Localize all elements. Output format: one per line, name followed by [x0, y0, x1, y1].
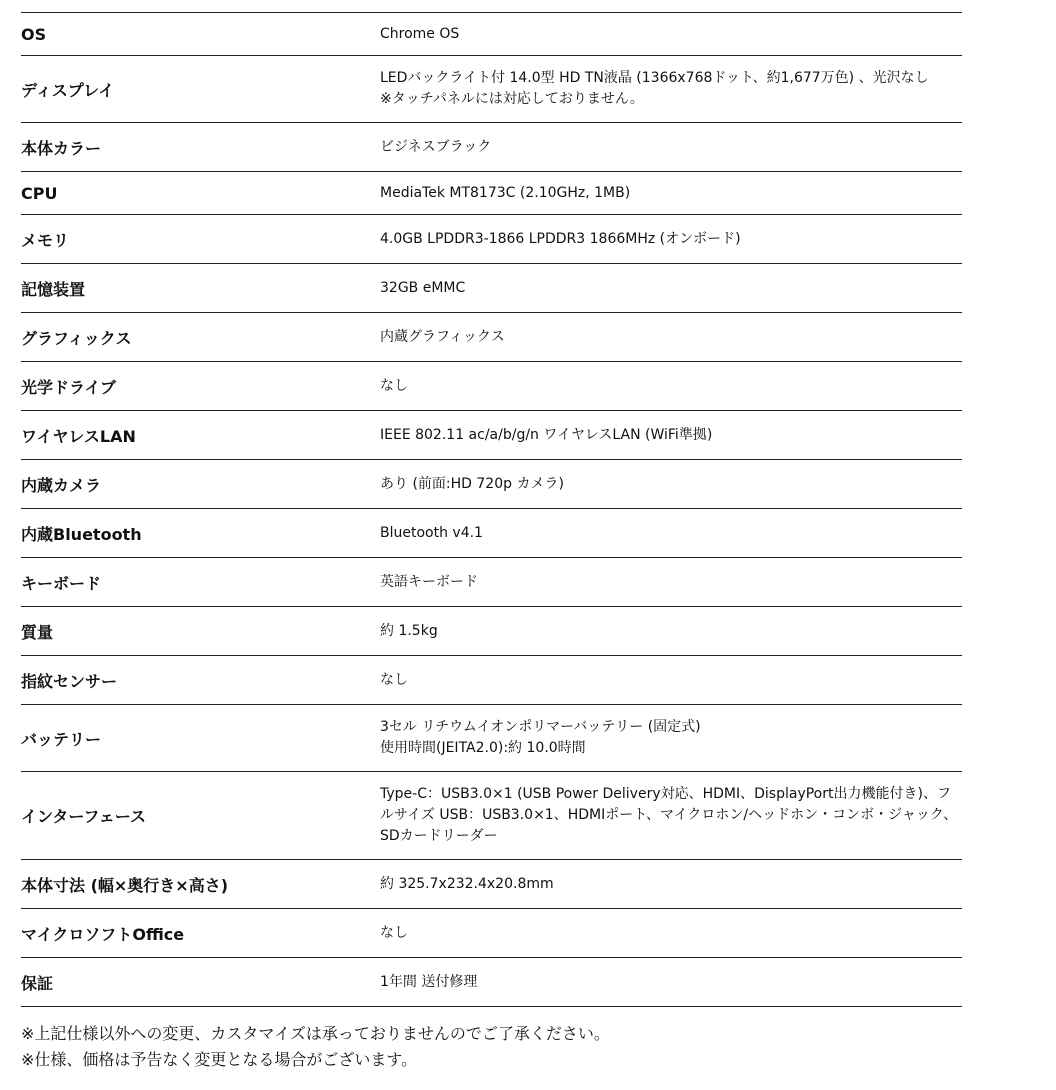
- spec-value: [379, 460, 962, 509]
- spec-label: OS: [21, 13, 379, 56]
- spec-row: [21, 656, 962, 705]
- spec-value-line: MediaTek MT8173C (2.10GHz, 1MB): [380, 184, 631, 201]
- spec-label: マイクロソフトOffice: [21, 909, 379, 958]
- spec-value-line: なし: [380, 377, 408, 394]
- spec-row: [21, 13, 962, 56]
- spec-row: [21, 607, 962, 656]
- spec-value-line: なし: [380, 671, 408, 688]
- spec-value-line: IEEE 802.11 ac/a/b/g/n ワイヤレスLAN (WiFi準拠): [380, 426, 713, 443]
- spec-value: [379, 705, 962, 772]
- spec-label: 指紋センサー: [21, 656, 379, 705]
- spec-row: [21, 56, 962, 123]
- spec-table: [21, 12, 962, 1007]
- spec-row: [21, 860, 962, 909]
- spec-value-line: 内蔵グラフィックス: [380, 328, 505, 345]
- spec-value: [379, 607, 962, 656]
- spec-value: [379, 215, 962, 264]
- spec-label: CPU: [21, 172, 379, 215]
- spec-label: 本体カラー: [21, 123, 379, 172]
- spec-value-line: なし: [380, 924, 408, 941]
- spec-row: [21, 264, 962, 313]
- spec-value-line: ビジネスブラック: [380, 138, 492, 155]
- spec-label: メモリ: [21, 215, 379, 264]
- spec-row: [21, 215, 962, 264]
- spec-value: [379, 558, 962, 607]
- spec-row: [21, 362, 962, 411]
- spec-value-line: 3セル リチウムイオンポリマーバッテリー (固定式): [380, 719, 701, 735]
- spec-value: [379, 860, 962, 909]
- spec-value: [379, 264, 962, 313]
- spec-row: [21, 313, 962, 362]
- spec-value-line: 英語キーボード: [380, 573, 478, 590]
- spec-value: [379, 123, 962, 172]
- spec-row: [21, 958, 962, 1007]
- spec-value-line: 1年間 送付修理: [380, 973, 478, 990]
- spec-row: [21, 558, 962, 607]
- spec-value: [379, 772, 962, 860]
- spec-label: 保証: [21, 958, 379, 1007]
- spec-value-line: Type-C：USB3.0×1 (USB Power Delivery対応、HDMI、DisplayPort出力機能付き)、フルサイズ USB：USB3.0×1、HDMIポート、マイクロホン/ヘッドホン・コンボ・ジャック、SDカードリーダー: [380, 786, 958, 844]
- spec-row: [21, 123, 962, 172]
- spec-row: [21, 772, 962, 860]
- spec-value: [379, 172, 962, 215]
- spec-value-line: 約 1.5kg: [380, 622, 438, 639]
- spec-row: [21, 172, 962, 215]
- spec-value-line: 使用時間(JEITA2.0):約 10.0時間: [380, 740, 586, 756]
- spec-label: 光学ドライブ: [21, 362, 379, 411]
- spec-value-line: Bluetooth v4.1: [380, 524, 483, 541]
- spec-row: [21, 705, 962, 772]
- spec-value-line: 約 325.7x232.4x20.8mm: [380, 875, 554, 892]
- spec-row: [21, 460, 962, 509]
- spec-label: 記憶装置: [21, 264, 379, 313]
- spec-label: バッテリー: [21, 705, 379, 772]
- spec-label: 質量: [21, 607, 379, 656]
- spec-value: [379, 656, 962, 705]
- spec-label: 本体寸法 (幅×奥行き×高さ): [21, 860, 379, 909]
- spec-value-line: LEDバックライト付 14.0型 HD TN液晶 (1366x768ドット、約1,677万色) 、光沢なし: [380, 70, 929, 86]
- spec-label: 内蔵Bluetooth: [21, 509, 379, 558]
- spec-value: [379, 362, 962, 411]
- spec-label: 内蔵カメラ: [21, 460, 379, 509]
- spec-value: [379, 56, 962, 123]
- spec-value-line: Chrome OS: [380, 25, 460, 42]
- footnote-price-change: ※仕様、価格は予告なく変更となる場合がございます。: [21, 1050, 418, 1069]
- spec-value: [379, 509, 962, 558]
- spec-label: グラフィックス: [21, 313, 379, 362]
- spec-value: [379, 313, 962, 362]
- spec-row: [21, 509, 962, 558]
- spec-value-line: あり (前面:HD 720p カメラ): [380, 475, 564, 492]
- spec-value-line: 4.0GB LPDDR3-1866 LPDDR3 1866MHz (オンボード): [380, 230, 741, 247]
- spec-table-body: [21, 13, 962, 1007]
- spec-row: [21, 909, 962, 958]
- spec-value: [379, 13, 962, 56]
- spec-label: インターフェース: [21, 772, 379, 860]
- spec-value-line: 32GB eMMC: [380, 279, 466, 296]
- spec-row: [21, 411, 962, 460]
- spec-value-line: ※タッチパネルには対応しておりません。: [380, 91, 644, 107]
- footnotes: [21, 1021, 962, 1073]
- footnote-customization: ※上記仕様以外への変更、カスタマイズは承っておりませんのでご了承ください。: [21, 1024, 610, 1043]
- spec-value: [379, 958, 962, 1007]
- spec-label: ワイヤレスLAN: [21, 411, 379, 460]
- spec-label: キーボード: [21, 558, 379, 607]
- spec-label: ディスプレイ: [21, 56, 379, 123]
- spec-value: [379, 411, 962, 460]
- spec-value: [379, 909, 962, 958]
